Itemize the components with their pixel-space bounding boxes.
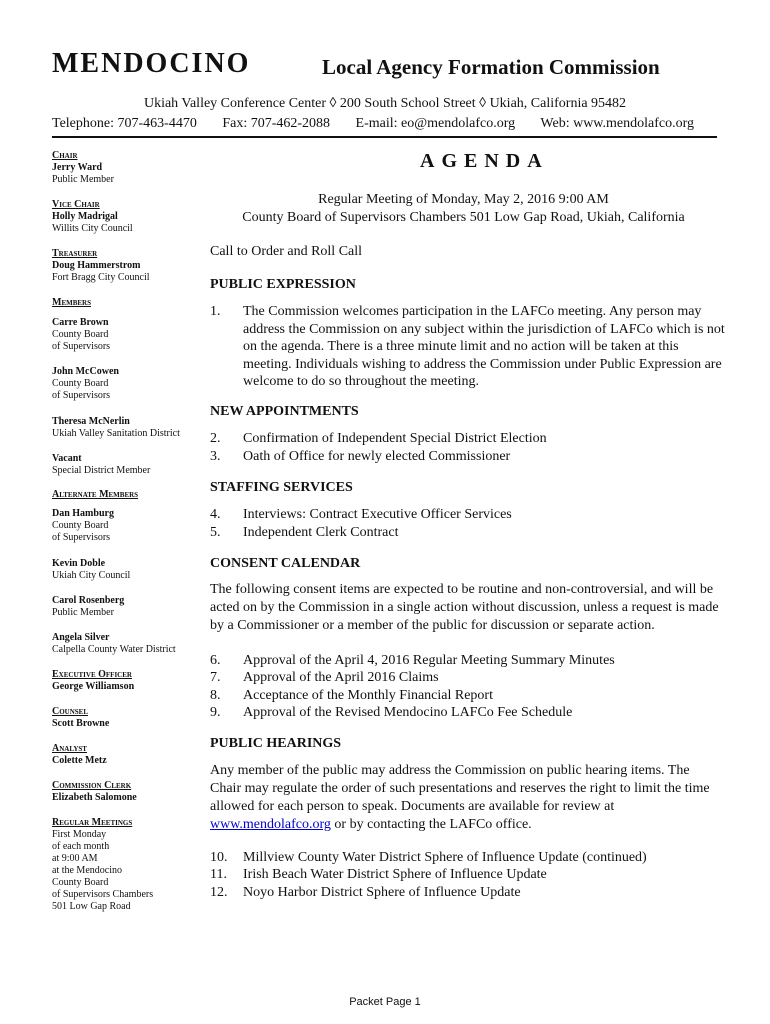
executive-officer-heading: Executive Officer: [52, 669, 132, 680]
item-number: 12.: [210, 885, 228, 900]
agenda-item: [210, 849, 725, 867]
member-role: Special District Member: [52, 465, 151, 476]
agenda-item: [210, 866, 725, 884]
item-number: 1.: [210, 304, 221, 319]
treasurer-name: Doug Hammerstrom: [52, 260, 141, 271]
item-text: Oath of Office for newly elected Commissioner: [243, 449, 511, 464]
hearings-text: Any member of the public may address the Commission on public hearing items. The Chair may regulate the order of such presentations and reserves the right to limit the time allowed for each person to speak. Documents are available for review at: [210, 763, 710, 814]
sidebar-alternates-heading: [52, 489, 202, 501]
sidebar-members-heading: [52, 297, 202, 309]
sidebar-analyst: [52, 743, 202, 767]
members-heading: Members: [52, 297, 92, 308]
item-text: Acceptance of the Monthly Financial Report: [243, 688, 493, 703]
sidebar-member: [52, 453, 202, 477]
sidebar-member: [52, 416, 202, 440]
member-role: County Board: [52, 378, 109, 389]
item-number: 4.: [210, 507, 221, 522]
item-number: 9.: [210, 705, 221, 720]
alternate-name: Kevin Doble: [52, 558, 106, 569]
item-number: 3.: [210, 449, 221, 464]
agenda-title: AGENDA: [420, 150, 549, 172]
regular-meetings-line: County Board: [52, 877, 109, 888]
item-number: 11.: [210, 867, 227, 882]
lafco-website-link[interactable]: www.mendolafco.org: [210, 817, 331, 832]
regular-meetings-heading: Regular Meetings: [52, 817, 133, 828]
agenda-item: [210, 687, 725, 705]
sidebar-treasurer: [52, 248, 202, 284]
alternate-name: Dan Hamburg: [52, 508, 114, 519]
member-name: Carre Brown: [52, 317, 109, 328]
agenda-item: [210, 506, 725, 524]
alternate-role: Ukiah City Council: [52, 570, 131, 581]
member-role: of Supervisors: [52, 390, 111, 401]
agenda-item: [210, 303, 725, 391]
commission-name: Local Agency Formation Commission: [322, 55, 660, 79]
sidebar-clerk: [52, 780, 202, 804]
regular-meetings-line: First Monday: [52, 829, 107, 840]
item-number: 2.: [210, 431, 221, 446]
fax: Fax: 707-462-2088: [222, 116, 331, 131]
contact-line: [52, 116, 694, 132]
sidebar-member: [52, 366, 202, 402]
executive-officer-name: George Williamson: [52, 681, 135, 692]
treasurer-heading: Treasurer: [52, 248, 98, 259]
sidebar-executive-officer: [52, 669, 202, 693]
alternate-role: Calpella County Water District: [52, 644, 176, 655]
agenda-item: [210, 448, 725, 466]
clerk-heading: Commission Clerk: [52, 780, 132, 791]
member-role: Ukiah Valley Sanitation District: [52, 428, 180, 439]
member-name: Theresa McNerlin: [52, 416, 130, 427]
regular-meetings-line: 501 Low Gap Road: [52, 901, 131, 912]
alternate-role: County Board: [52, 520, 109, 531]
meeting-location: County Board of Supervisors Chambers 501 Low Gap Road, Ukiah, California: [242, 210, 685, 225]
org-name: MENDOCINO: [52, 48, 251, 79]
hearings-tail: or by contacting the LAFCo office.: [330, 817, 532, 832]
member-role: County Board: [52, 329, 109, 340]
agenda-item: [210, 669, 725, 687]
item-number: 5.: [210, 525, 221, 540]
vice-chair-role: Willits City Council: [52, 223, 133, 234]
agenda-item: [210, 884, 725, 902]
chair-heading: Chair: [52, 150, 78, 161]
item-number: 10.: [210, 850, 228, 865]
vice-chair-name: Holly Madrigal: [52, 211, 118, 222]
regular-meetings-line: at the Mendocino: [52, 865, 122, 876]
section-consent-calendar: CONSENT CALENDAR: [210, 556, 361, 571]
agenda-item: [210, 652, 725, 670]
agenda-item: [210, 430, 725, 448]
regular-meetings-line: at 9:00 AM: [52, 853, 98, 864]
counsel-heading: Counsel: [52, 706, 89, 717]
analyst-name: Colette Metz: [52, 755, 107, 766]
call-to-order: Call to Order and Roll Call: [210, 244, 363, 259]
item-text: Confirmation of Independent Special District Election: [243, 431, 547, 446]
member-name: Vacant: [52, 453, 82, 464]
section-staffing-services: STAFFING SERVICES: [210, 480, 353, 495]
telephone: Telephone: 707-463-4470: [52, 116, 197, 131]
clerk-name: Elizabeth Salomone: [52, 792, 137, 803]
section-new-appointments: NEW APPOINTMENTS: [210, 404, 359, 419]
vice-chair-heading: Vice Chair: [52, 199, 100, 210]
web-link[interactable]: Web: www.mendolafco.org: [540, 116, 695, 131]
sidebar-chair: [52, 150, 202, 186]
section-public-expression: PUBLIC EXPRESSION: [210, 277, 356, 292]
treasurer-role: Fort Bragg City Council: [52, 272, 150, 283]
email-link[interactable]: E-mail: eo@mendolafco.org: [355, 116, 516, 131]
counsel-name: Scott Browne: [52, 718, 110, 729]
sidebar-alternate: [52, 508, 202, 544]
item-number: 7.: [210, 670, 221, 685]
hearings-description: [210, 762, 720, 834]
alternate-role: Public Member: [52, 607, 114, 618]
agenda-item: [210, 524, 725, 542]
sidebar-alternate: [52, 595, 202, 619]
alternate-name: Carol Rosenberg: [52, 595, 125, 606]
agenda-item: [210, 704, 725, 722]
sidebar-counsel: [52, 706, 202, 730]
item-text: Independent Clerk Contract: [243, 525, 399, 540]
sidebar-member: [52, 317, 202, 353]
sidebar-regular-meetings: [52, 817, 202, 913]
sidebar-alternate: [52, 558, 202, 582]
sidebar-alternate: [52, 632, 202, 656]
item-number: 6.: [210, 653, 221, 668]
chair-role: Public Member: [52, 174, 114, 185]
consent-description: The following consent items are expected to be routine and non-controversial, and will be acted on by the Commission in a single action without discussion, unless a request is made by a Commissioner or a member of the public for discussion or separate action.: [210, 582, 719, 633]
item-text: The Commission welcomes participation in the LAFCo meeting. Any person may address the Commission on any subject within the jurisdiction of LAFCo which is not on the agenda. There is a three minute limit and no action will be taken at this meeting. Individuals wishing to address the Commission under Public Expression are welcome to do so throughout the meeting.: [243, 304, 725, 389]
member-role: of Supervisors: [52, 341, 111, 352]
chair-name: Jerry Ward: [52, 162, 103, 173]
sidebar-vice-chair: [52, 199, 202, 235]
item-text: Noyo Harbor District Sphere of Influence Update: [243, 885, 521, 900]
item-text: Approval of the Revised Mendocino LAFCo Fee Schedule: [243, 705, 573, 720]
item-text: Interviews: Contract Executive Officer Services: [243, 507, 512, 522]
item-number: 8.: [210, 688, 221, 703]
address-line: Ukiah Valley Conference Center ◊ 200 South School Street ◊ Ukiah, California 95482: [143, 96, 627, 111]
page-footer: Packet Page 1: [349, 996, 421, 1008]
alternate-name: Angela Silver: [52, 632, 110, 643]
meeting-datetime: Regular Meeting of Monday, May 2, 2016 9:00 AM: [318, 192, 609, 207]
regular-meetings-line: of Supervisors Chambers: [52, 889, 154, 900]
item-text: Millview County Water District Sphere of Influence Update (continued): [243, 850, 647, 865]
section-public-hearings: PUBLIC HEARINGS: [210, 736, 342, 751]
header-divider: [52, 136, 717, 138]
alternates-heading: Alternate Members: [52, 489, 139, 500]
item-text: Approval of the April 4, 2016 Regular Meeting Summary Minutes: [243, 653, 615, 668]
analyst-heading: Analyst: [52, 743, 87, 754]
member-name: John McCowen: [52, 366, 119, 377]
regular-meetings-line: of each month: [52, 841, 110, 852]
item-text: Irish Beach Water District Sphere of Influence Update: [243, 867, 547, 882]
item-text: Approval of the April 2016 Claims: [243, 670, 439, 685]
alternate-role: of Supervisors: [52, 532, 111, 543]
